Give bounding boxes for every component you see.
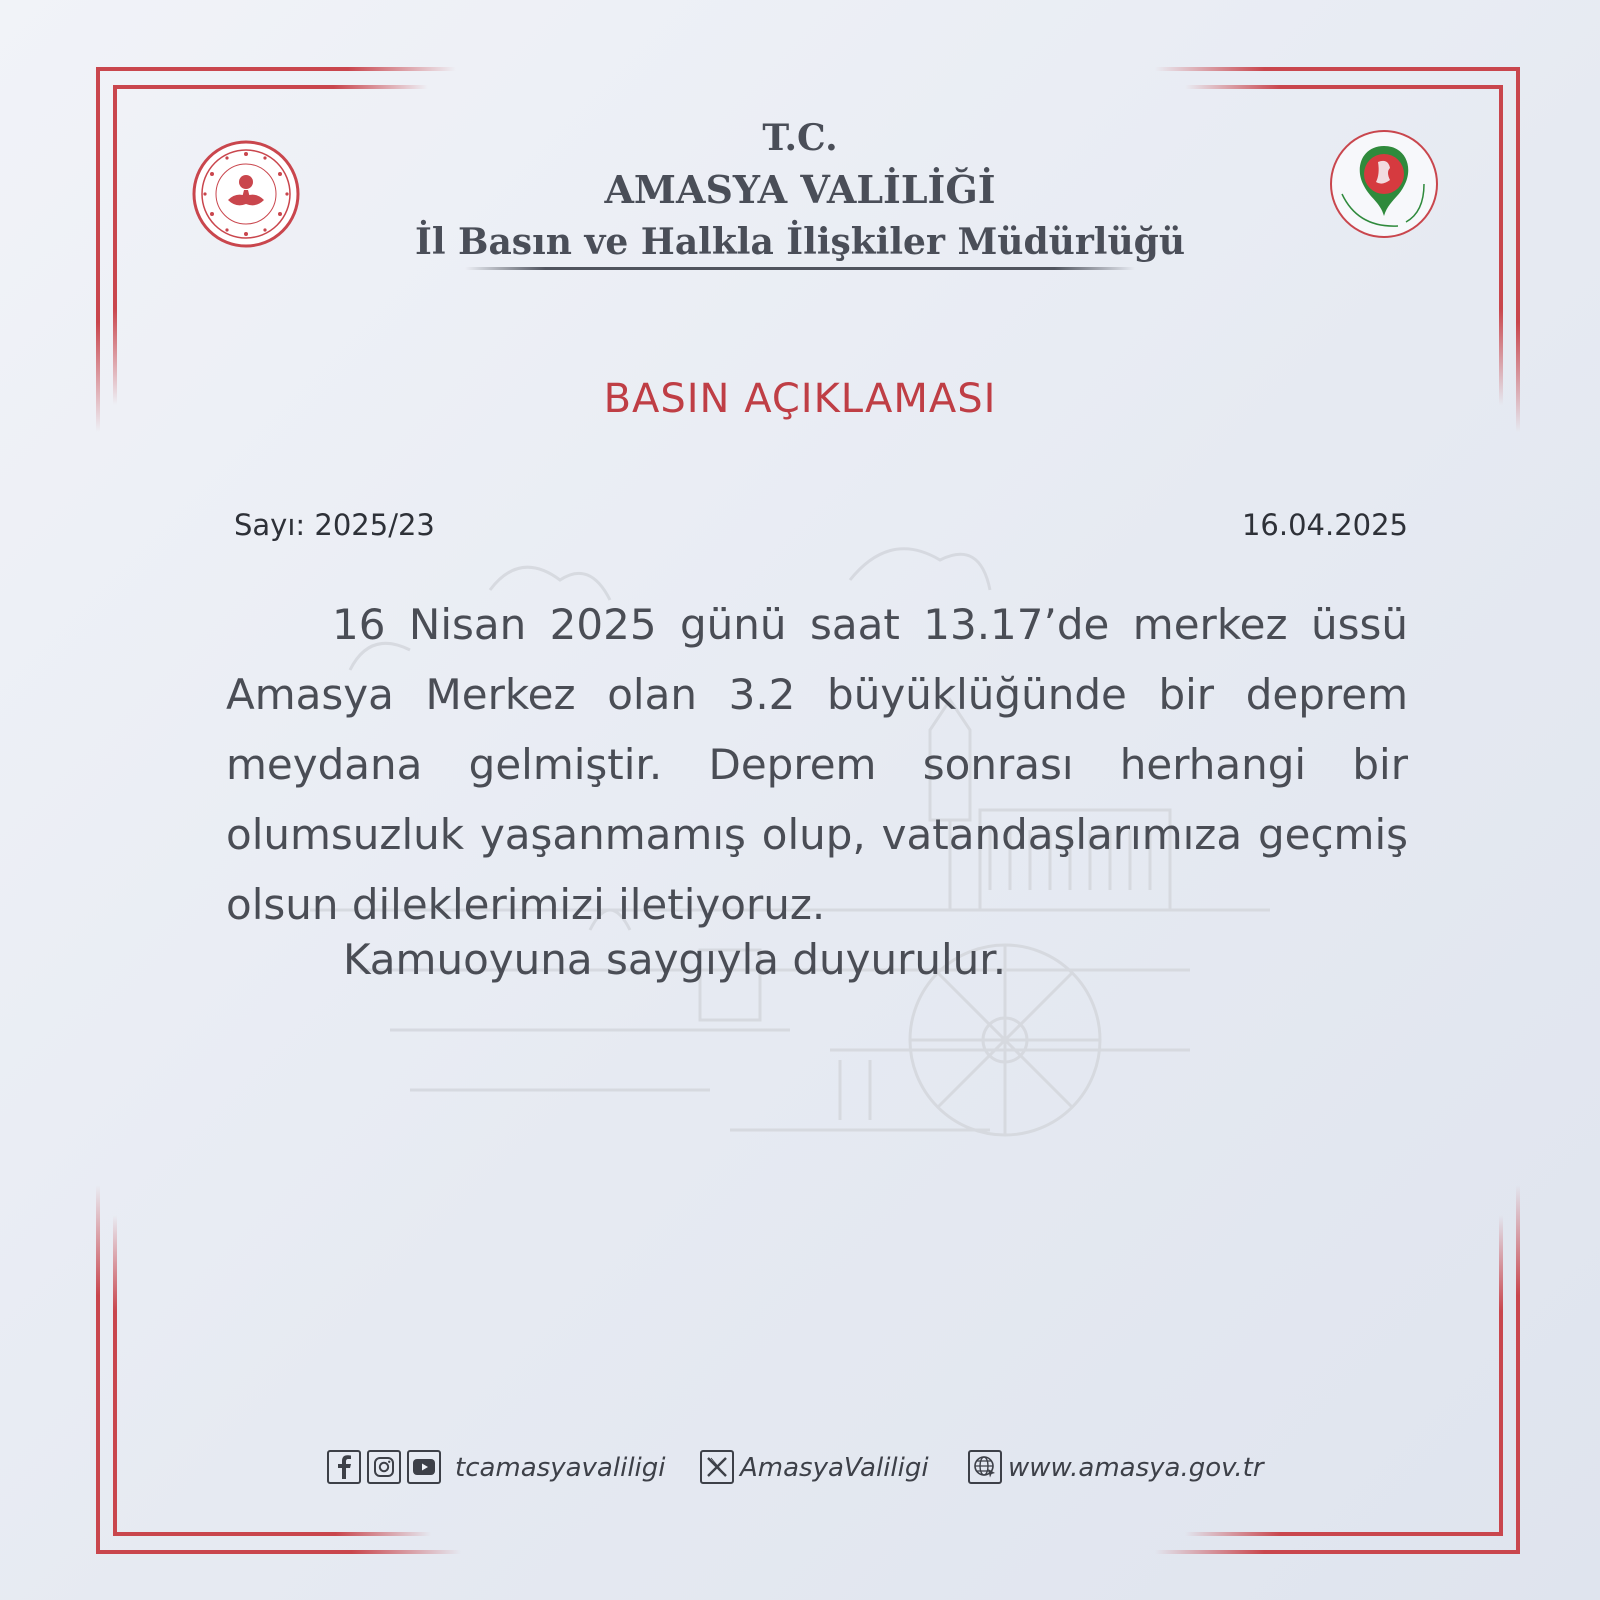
x-icon[interactable] xyxy=(700,1450,734,1484)
globe-icon[interactable] xyxy=(968,1450,1002,1484)
x-handle[interactable]: AmasyaValiligi xyxy=(740,1453,929,1483)
document-date: 16.04.2025 xyxy=(1241,508,1408,542)
closing-line: Kamuoyuna saygıyla duyurulur. xyxy=(343,935,1007,984)
body-paragraph: 16 Nisan 2025 günü saat 13.17’de merkez üssü Amasya Merkez olan 3.2 büyüklüğünde bir deprem meydana gelmiştir. Deprem sonrası herhangi bir olumsuzluk yaşanmamış olup, vatandaşlarımıza geçmiş olsun dileklerimizi iletiyoruz. xyxy=(226,600,1408,929)
youtube-icon[interactable] xyxy=(407,1450,441,1484)
announcement-body xyxy=(226,590,1408,940)
header-divider xyxy=(465,267,1135,270)
website-link[interactable]: www.amasya.gov.tr xyxy=(1008,1453,1264,1483)
social-handle[interactable]: tcamasyavaliligi xyxy=(455,1453,666,1483)
document-number: Sayı: 2025/23 xyxy=(234,508,435,542)
header-line-tc: T.C. xyxy=(762,117,838,159)
footer-contacts xyxy=(0,1448,1600,1494)
document-title: BASIN AÇIKLAMASI xyxy=(603,376,997,422)
header-line-valilik: AMASYA VALİLİĞİ xyxy=(604,167,996,212)
header-line-mudurluk: İl Basın ve Halkla İlişkiler Müdürlüğü xyxy=(415,221,1185,263)
facebook-icon[interactable] xyxy=(327,1450,361,1484)
instagram-icon[interactable] xyxy=(367,1450,401,1484)
institution-header xyxy=(0,112,1600,268)
